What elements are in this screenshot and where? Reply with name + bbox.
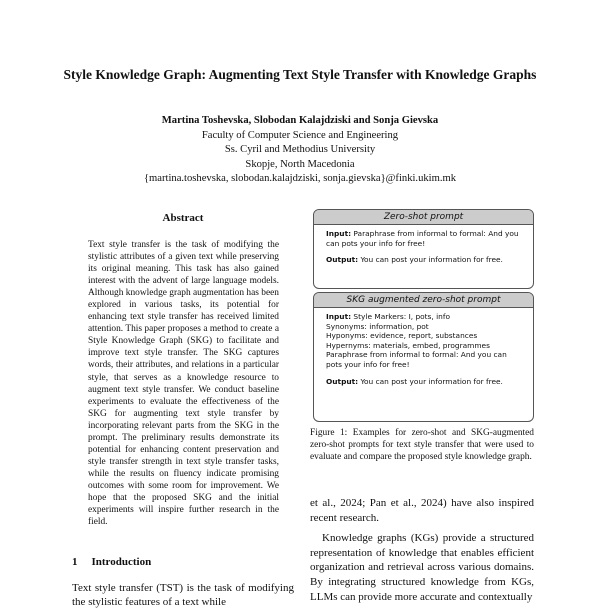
prompt-input: Input: Style Markers: I, pots, info Synonyms: information, pot Hyponyms: evidence, report, substances Hypernyms: materials, embed, programmes Paraphrase from informal to formal: And you can pots your info for free!: [326, 312, 507, 369]
paragraph: et al., 2024; Pan et al., 2024) have also inspired recent research.: [310, 497, 534, 524]
section-heading: [72, 556, 151, 568]
affiliation-line: Ss. Cyril and Methodius University: [224, 144, 376, 155]
abstract-text: Text style transfer is the task of modifying the stylistic attributes of a given text while preserving its original meaning. This task has also gained interest with the advent of large language models. Although knowledge graph augmentation has been explored in various tasks, its potential for enhancing text style transfer has received limited attention. This paper proposes a method to create a Style Knowledge Graph (SKG) to facilitate and improve text style transfer. The SKG captures words, their attributes, and relations in a particular style, that serves as a knowledge resource to augment text style transfer. We conduct baseline experiments to evaluate the effectiveness of the SKG for augmenting text style transfer by incorporating relevant parts from the SKG in the prompt. The preliminary results demonstrate its potential for enhancing content preservation and style transfer strength in text style transfer tasks, while the results on fluency indicate promising outcomes with some room for improvement. We hope that the proposed SKG and the initial experiments will inspire further research in the field.: [88, 240, 279, 528]
abstract-heading: Abstract: [162, 212, 204, 224]
zero-shot-prompt-body: [314, 225, 533, 265]
prompt-input: Input: Paraphrase from informal to formal: And you can pots your info for free!: [326, 229, 519, 248]
zero-shot-prompt-header: Zero-shot prompt: [314, 210, 533, 225]
author-emails: {martina.toshevska, slobodan.kalajdziski, sonja.gievska}@finki.ukim.mk: [143, 173, 457, 184]
skg-prompt-box: [313, 292, 534, 422]
author-block: [60, 114, 540, 187]
paragraph: Knowledge graphs (KGs) provide a structured representation of knowledge that enables efficient organization and retrieval across various domains. By integrating structured knowledge from KGs, LLMs can provide more accurate and contextually: [310, 532, 534, 603]
introduction-text: Text style transfer (TST) is the task of modifying the stylistic features of a text while: [72, 582, 294, 608]
section-title: Introduction: [91, 556, 152, 568]
zero-shot-prompt-box: [313, 209, 534, 289]
author-names: Martina Toshevska, Slobodan Kalajdziski and Sonja Gievska: [161, 115, 439, 126]
section-number: 1: [72, 556, 78, 568]
prompt-output: Output: You can post your information for free.: [326, 255, 503, 265]
figure-caption: Figure 1: Examples for zero-shot and SKG-augmented zero-shot prompts for text style transfer that were used to evaluate and compare the proposed style knowledge graph.: [310, 428, 534, 463]
affiliation-line: Faculty of Computer Science and Engineering: [201, 129, 399, 141]
prompt-output: Output: You can post your information for free.: [326, 376, 503, 386]
skg-prompt-body: [314, 308, 533, 386]
paper-title: Style Knowledge Graph: Augmenting Text Style Transfer with Knowledge Graphs: [63, 67, 537, 82]
right-column-text: [310, 496, 534, 604]
skg-prompt-header: SKG augmented zero-shot prompt: [314, 293, 533, 308]
affiliation-line: Skopje, North Macedonia: [245, 158, 355, 170]
